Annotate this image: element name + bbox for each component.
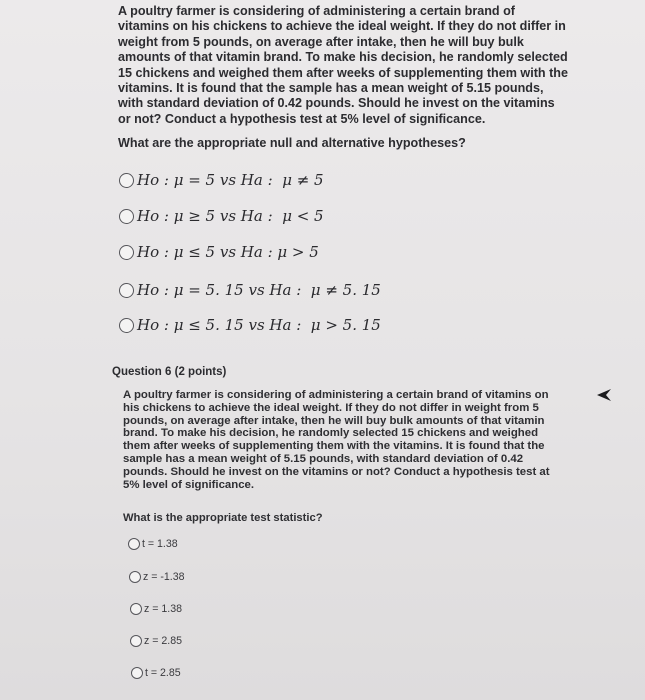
radio-button[interactable] — [119, 283, 134, 298]
radio-button[interactable] — [131, 667, 143, 679]
option-label: Ho : μ = 5. 15 vs Ha : μ ≠ 5. 15 — [137, 281, 381, 299]
option-label: t = 1.38 — [142, 538, 178, 550]
option-label: t = 2.85 — [145, 667, 181, 679]
question-6-option-2[interactable] — [129, 571, 185, 583]
radio-button[interactable] — [129, 571, 141, 583]
radio-button[interactable] — [119, 173, 134, 188]
option-label: z = 2.85 — [144, 635, 182, 647]
radio-button[interactable] — [119, 209, 134, 224]
question-5-text: A poultry farmer is considering of administering a certain brand of vitamins on his chickens to achieve the ideal weight. If they do not differ in weight from 5 pounds, on average after intake, then he will buy bulk amounts of that vitamin brand. To make his decision, he randomly selected 15 chickens and weighed them after weeks of supplementing them with the vitamins. It is found that the sample has a mean weight of 5.15 pounds, with standard deviation of 0.42 pounds. Should he invest on the vitamins or not? Conduct a hypothesis test at 5% level of significance. — [118, 4, 568, 126]
question-6-option-4[interactable] — [130, 635, 182, 647]
question-5-option-2[interactable] — [119, 207, 324, 225]
question-5-option-3[interactable] — [119, 243, 319, 261]
question-6-option-5[interactable] — [131, 667, 181, 679]
question-5-option-5[interactable] — [119, 316, 381, 334]
question-5-prompt: What are the appropriate null and alternative hypotheses? — [118, 136, 466, 150]
option-label: z = 1.38 — [144, 603, 182, 615]
question-6-text: A poultry farmer is considering of administering a certain brand of vitamins on his chickens to achieve the ideal weight. If they do not differ in weight from 5 pounds, on average after intake, then he will buy bulk amounts of that vitamin brand. To make his decision, he randomly selected 15 chickens and weighed them after weeks of supplementing them with the vitamins. It is found that the sample has a mean weight of 5.15 pounds, with standard deviation of 0.42 pounds. Should he invest on the vitamins or not? Conduct a hypothesis test at 5% level of significance. — [123, 389, 550, 491]
option-label: Ho : μ = 5 vs Ha : μ ≠ 5 — [137, 171, 324, 189]
question-5-option-4[interactable] — [119, 281, 381, 299]
question-6-header: Question 6 (2 points) — [112, 366, 227, 378]
mouse-cursor-icon — [595, 386, 613, 404]
option-label: Ho : μ ≤ 5 vs Ha : μ > 5 — [137, 243, 319, 261]
radio-button[interactable] — [119, 318, 134, 333]
option-label: z = -1.38 — [143, 571, 185, 583]
question-6-option-1[interactable] — [128, 538, 178, 550]
question-6-option-3[interactable] — [130, 603, 182, 615]
radio-button[interactable] — [130, 603, 142, 615]
option-label: Ho : μ ≥ 5 vs Ha : μ < 5 — [137, 207, 324, 225]
question-5-option-1[interactable] — [119, 171, 324, 189]
radio-button[interactable] — [128, 538, 140, 550]
radio-button[interactable] — [119, 245, 134, 260]
question-6-prompt: What is the appropriate test statistic? — [123, 512, 323, 524]
option-label: Ho : μ ≤ 5. 15 vs Ha : μ > 5. 15 — [137, 316, 381, 334]
radio-button[interactable] — [130, 635, 142, 647]
